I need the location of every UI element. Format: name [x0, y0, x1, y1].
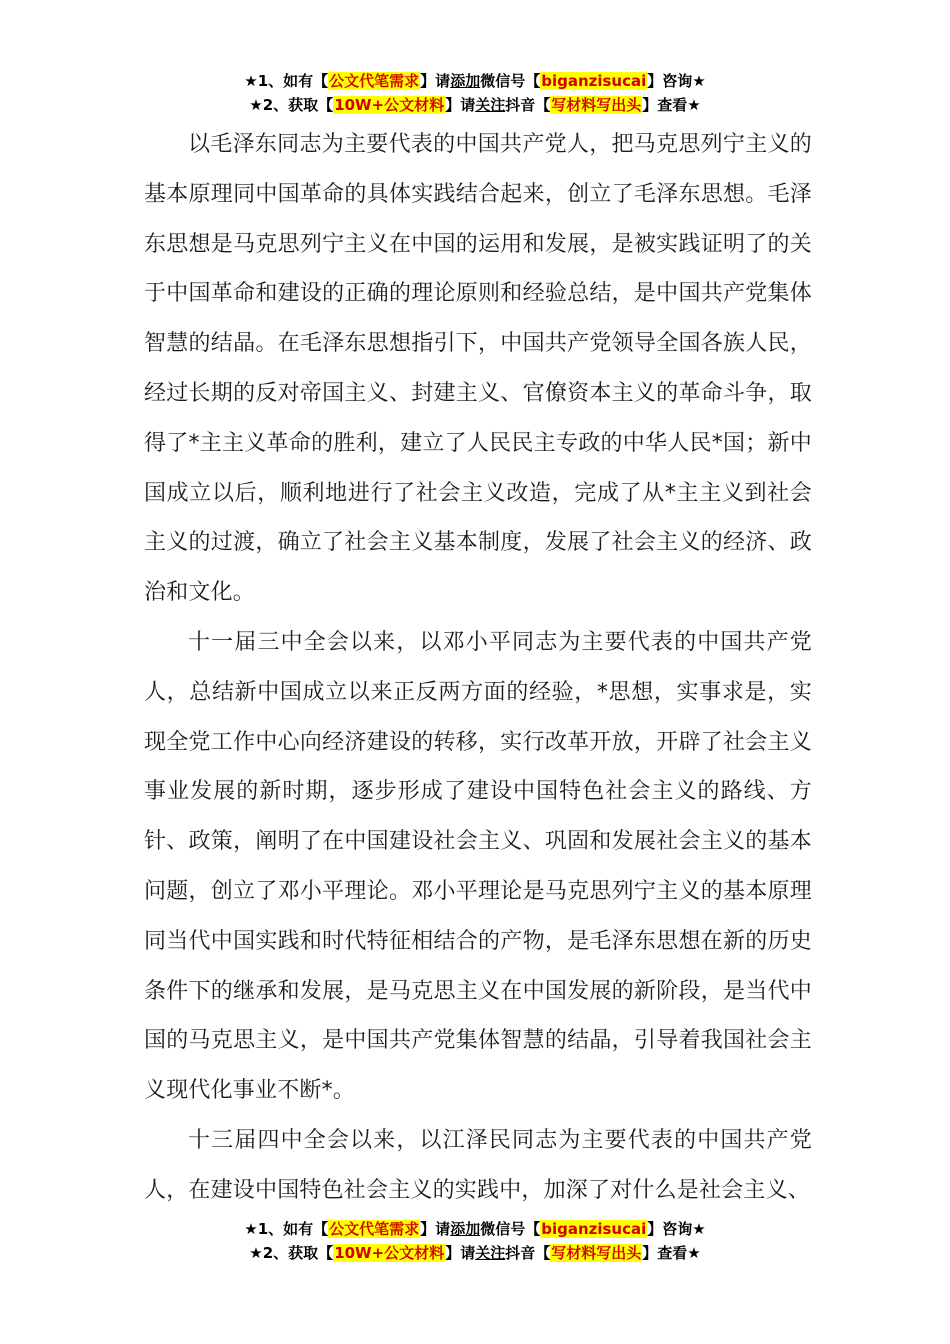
banner-highlight: biganzisucai [541, 1220, 647, 1238]
banner-highlight: 公文代笔需求 [329, 1220, 420, 1238]
banner-highlight: 10W+公文材料 [334, 96, 445, 114]
banner-line-2 [0, 1241, 950, 1265]
banner-text: ★2、获取【 [249, 96, 334, 114]
banner-text: 】请 [445, 96, 476, 114]
paragraph: 以毛泽东同志为主要代表的中国共产党人，把马克思列宁主义的基本原理同中国革命的具体实践结合起来，创立了毛泽东思想。毛泽东思想是马克思列宁主义在中国的运用和发展，是被实践证明了的关于中国革命和建设的正确的理论原则和经验总结，是中国共产党集体智慧的结晶。在毛泽东思想指引下，中国共产党领导全国各族人民，经过长期的反对帝国主义、封建主义、官僚资本主义的革命斗争，取得了*主主义革命的胜利，建立了人民民主专政的中华人民*国；新中国成立以后，顺利地进行了社会主义改造，完成了从*主主义到社会主义的过渡，确立了社会主义基本制度，发展了社会主义的经济、政治和文化。 [144, 132, 812, 606]
banner-underline: 添加 [450, 72, 481, 90]
banner-highlight: 写材料写出头 [551, 96, 642, 114]
document-body [144, 120, 812, 1216]
banner-text: 】请 [445, 1244, 476, 1262]
banner-highlight: 写材料写出头 [551, 1244, 642, 1262]
banner-text: 】咨询★ [647, 1220, 706, 1238]
banner-underline: 关注 [475, 96, 506, 114]
banner-text: ★1、如有【 [244, 72, 329, 90]
banner-highlight: biganzisucai [541, 72, 647, 90]
banner-text: ★2、获取【 [249, 1244, 334, 1262]
banner-text: ★1、如有【 [244, 1220, 329, 1238]
banner-text: 】咨询★ [647, 72, 706, 90]
banner-text: 微信号【 [480, 72, 541, 90]
banner-text: 抖音【 [505, 96, 551, 114]
banner-text: 】请 [420, 1220, 451, 1238]
footer-banner [0, 1217, 950, 1265]
banner-underline: 添加 [450, 1220, 481, 1238]
banner-text: 】查看★ [642, 1244, 701, 1262]
banner-text: 抖音【 [505, 1244, 551, 1262]
banner-highlight: 10W+公文材料 [334, 1244, 445, 1262]
paragraph: 十三届四中全会以来，以江泽民同志为主要代表的中国共产党人，在建设中国特色社会主义的实践中，加深了对什么是社会主义、 [144, 1127, 812, 1203]
header-banner [0, 69, 950, 117]
banner-line-2 [0, 93, 950, 117]
banner-line-1 [0, 1217, 950, 1241]
banner-text: 微信号【 [480, 1220, 541, 1238]
banner-text: 】查看★ [642, 96, 701, 114]
banner-line-1 [0, 69, 950, 93]
banner-highlight: 公文代笔需求 [329, 72, 420, 90]
banner-underline: 关注 [475, 1244, 506, 1262]
paragraph: 十一届三中全会以来，以邓小平同志为主要代表的中国共产党人，总结新中国成立以来正反两方面的经验，*思想，实事求是，实现全党工作中心向经济建设的转移，实行改革开放，开辟了社会主义事业发展的新时期，逐步形成了建设中国特色社会主义的路线、方针、政策，阐明了在中国建设社会主义、巩固和发展社会主义的基本问题，创立了邓小平理论。邓小平理论是马克思列宁主义的基本原理同当代中国实践和时代特征相结合的产物，是毛泽东思想在新的历史条件下的继承和发展，是马克思主义在中国发展的新阶段，是当代中国的马克思主义，是中国共产党集体智慧的结晶，引导着我国社会主义现代化事业不断*。 [144, 629, 812, 1104]
banner-text: 】请 [420, 72, 451, 90]
